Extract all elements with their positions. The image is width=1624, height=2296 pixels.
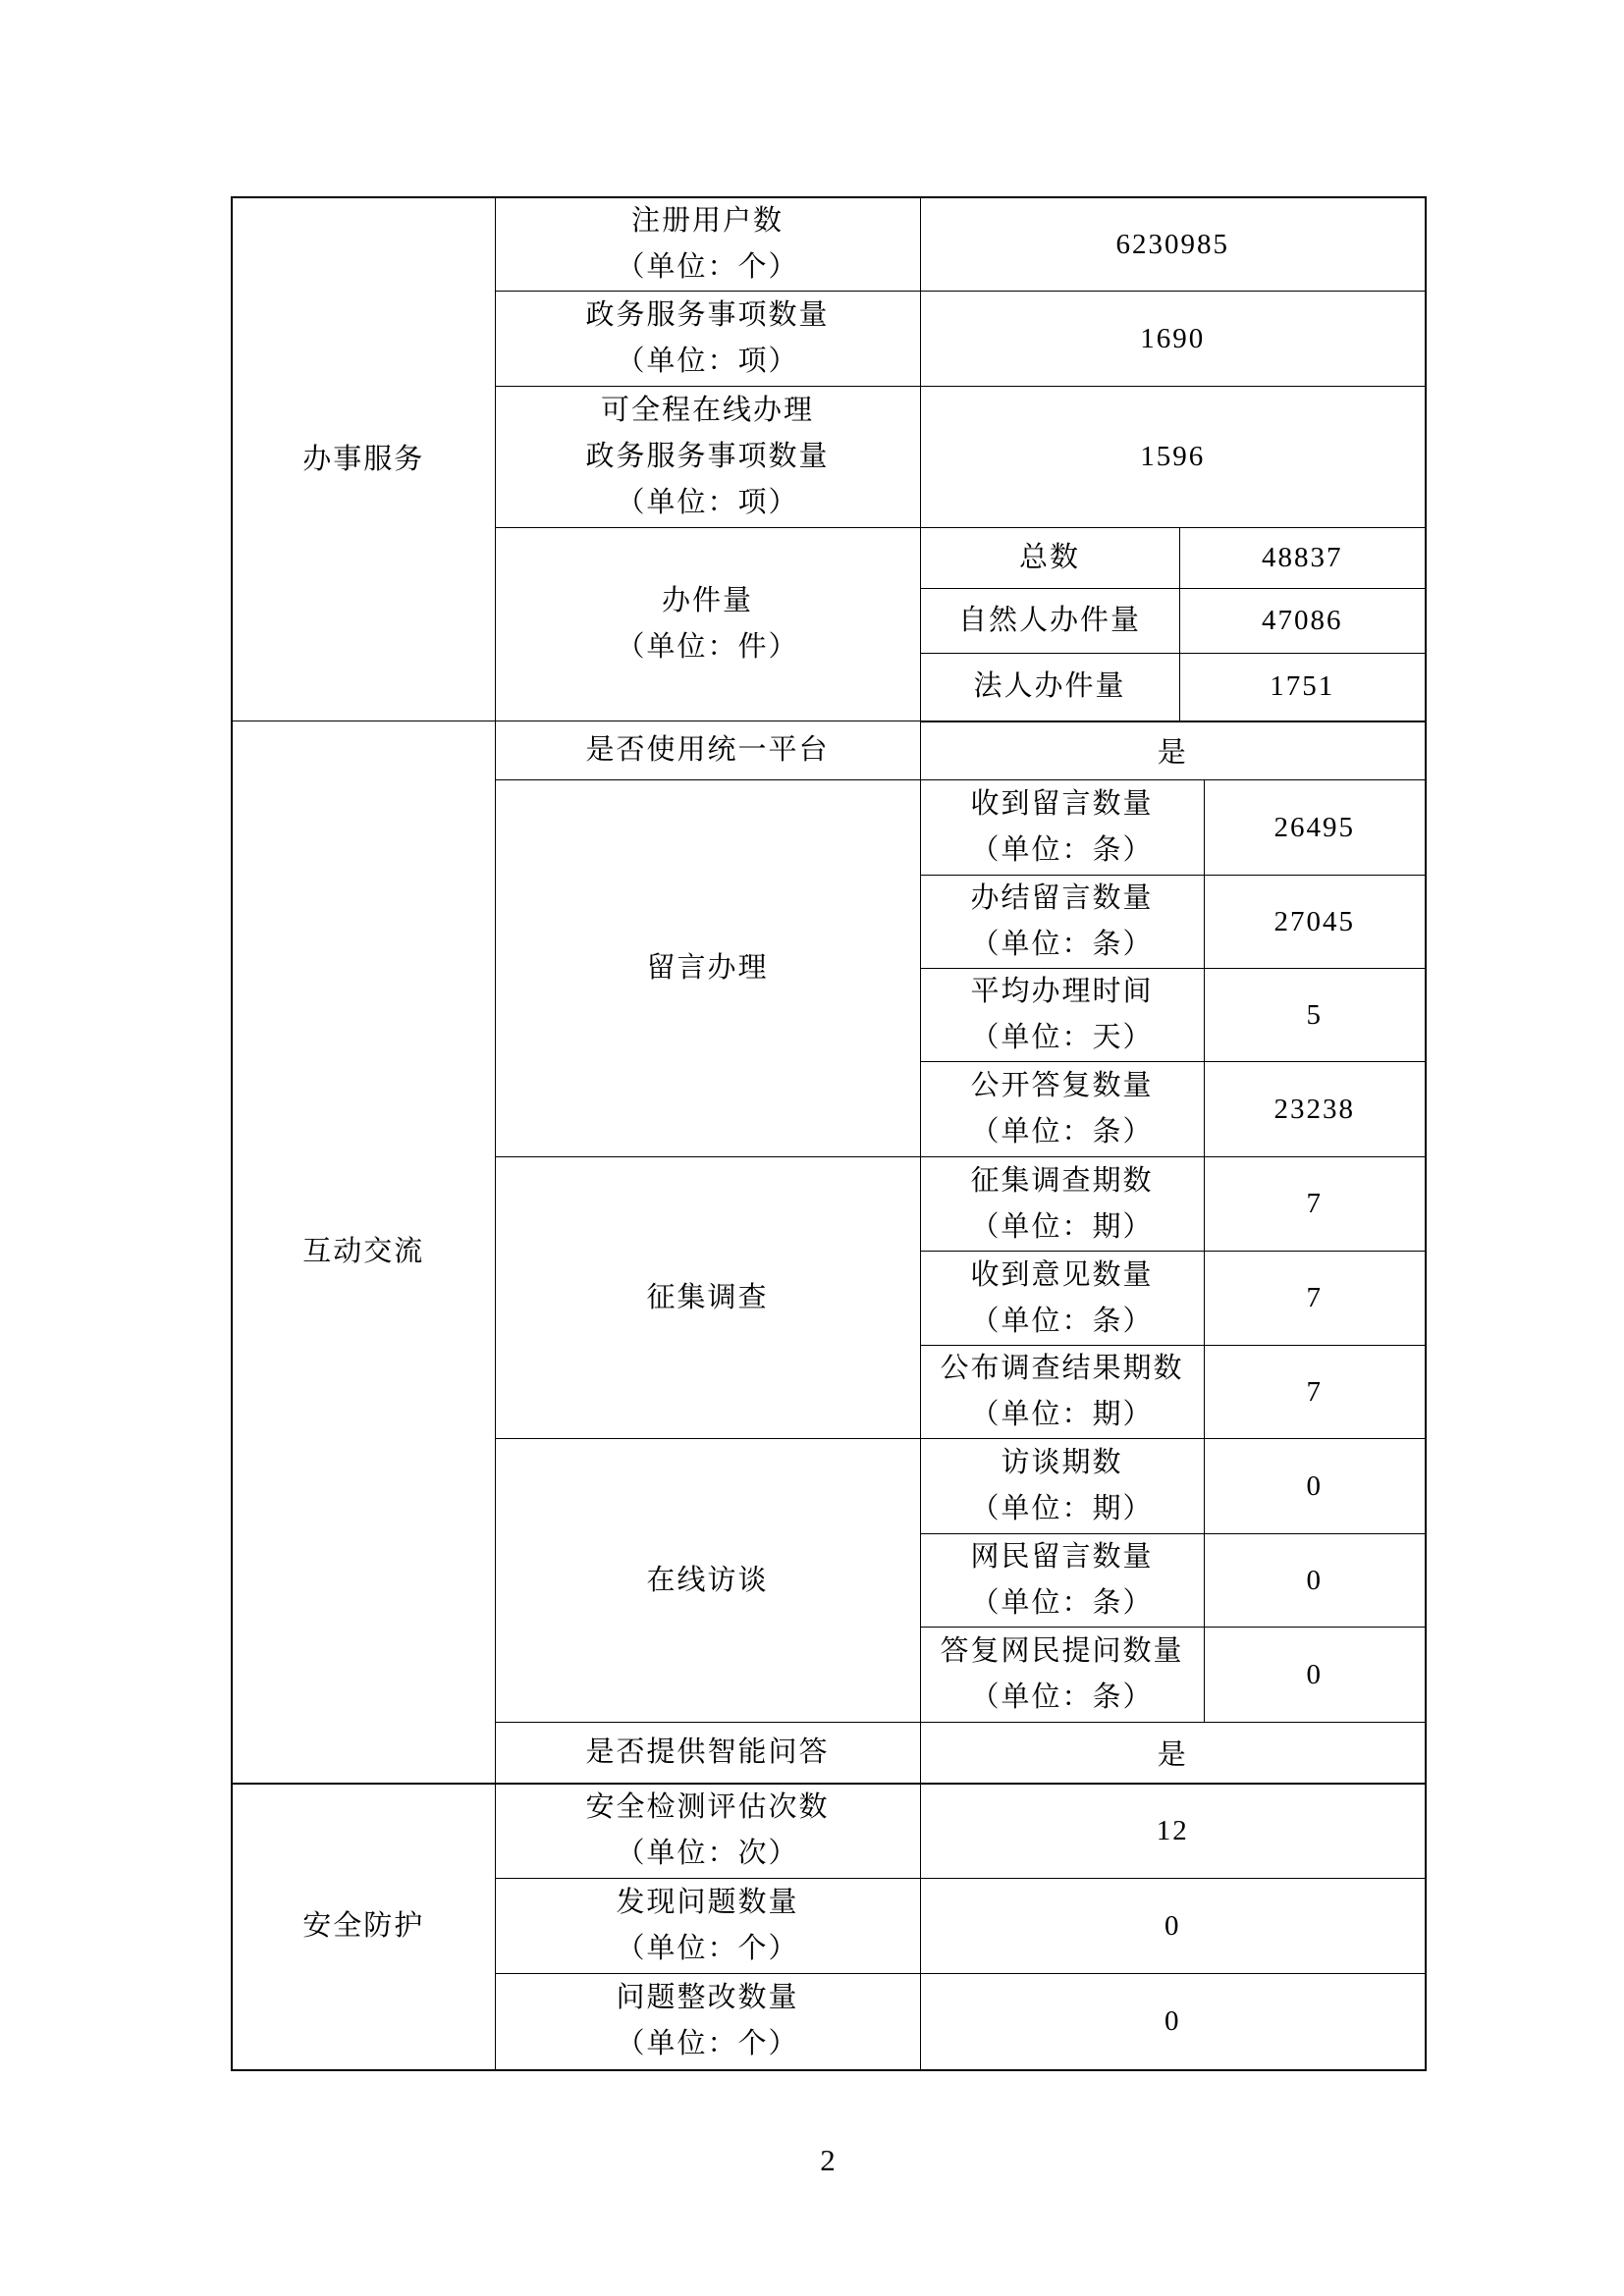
unit-label: （单位：项） (616, 346, 799, 377)
sub-indicator-label: 答复网民提问数量 (940, 1635, 1184, 1667)
indicator-cell-unified-platform (495, 721, 920, 780)
value-cell: 1596 (920, 387, 1426, 528)
sub-indicator-cell-received-messages (920, 780, 1204, 876)
indicator-cell-transactions (495, 528, 920, 721)
sub-indicator-label: 访谈期数 (1001, 1447, 1123, 1478)
sub-indicator-cell-results-published (920, 1346, 1204, 1439)
sub-indicator-cell-survey-periods (920, 1157, 1204, 1252)
value-cell: 6230985 (920, 197, 1426, 292)
sub-indicator-cell-questions-answered (920, 1628, 1204, 1723)
sub-indicator-label: 收到意见数量 (970, 1258, 1154, 1291)
value-cell: 26495 (1204, 780, 1426, 876)
sub-indicator-label: 平均办理时间 (970, 976, 1154, 1007)
unit-label: （单位：次） (616, 1838, 799, 1870)
sub-indicator-label: 总数 (1018, 542, 1080, 573)
sub-indicator-label: 网民留言数量 (970, 1541, 1154, 1573)
sub-indicator-label: 公布调查结果期数 (940, 1353, 1184, 1384)
unit-label: （单位：个） (616, 1933, 799, 1964)
value-cell: 是 (920, 1723, 1426, 1784)
sub-indicator-label: 自然人办件量 (957, 605, 1141, 636)
indicator-label: 留言办理 (646, 952, 769, 984)
indicator-cell-service-items (495, 292, 920, 387)
sub-indicator-cell-average-time (920, 969, 1204, 1062)
unit-label: （单位：条） (970, 929, 1154, 960)
indicator-cell-survey (495, 1157, 920, 1439)
indicator-label: 办件量 (661, 585, 753, 616)
table-row (232, 197, 1426, 292)
indicator-label: 政务服务事项数量 (585, 299, 830, 331)
unit-label: （单位：期） (970, 1493, 1154, 1524)
unit-label: （单位：期） (970, 1210, 1154, 1243)
value-cell: 7 (1204, 1346, 1426, 1439)
category-cell-interaction (232, 721, 495, 1784)
indicator-label: 问题整改数量 (616, 1982, 799, 2014)
category-cell-security (232, 1784, 495, 2070)
indicator-cell-smart-qa (495, 1723, 920, 1784)
annual-report-table (231, 196, 1427, 2071)
unit-label: （单位：个） (616, 2028, 799, 2060)
value-cell: 27045 (1204, 876, 1426, 969)
indicator-cell-problems-found (495, 1879, 920, 1974)
indicator-label: 是否提供智能问答 (585, 1735, 830, 1768)
indicator-label: 可全程在线办理 (600, 395, 814, 426)
category-cell-office-services (232, 197, 495, 721)
indicator-label: 政务服务事项数量 (585, 441, 830, 472)
indicator-label: 安全检测评估次数 (585, 1791, 830, 1824)
value-cell: 0 (1204, 1628, 1426, 1723)
sub-indicator-label: 法人办件量 (973, 670, 1126, 703)
indicator-label: 发现问题数量 (616, 1887, 799, 1918)
value-cell: 7 (1204, 1252, 1426, 1346)
sub-indicator-cell-natural-person (920, 589, 1179, 654)
indicator-label: 是否使用统一平台 (585, 734, 830, 766)
value-cell: 1751 (1179, 654, 1426, 721)
indicator-label: 注册用户数 (630, 205, 784, 237)
value-cell: 48837 (1179, 528, 1426, 589)
unit-label: （单位：条） (970, 1682, 1154, 1713)
unit-label: （单位：条） (970, 1305, 1154, 1337)
unit-label: （单位：期） (970, 1399, 1154, 1430)
sub-indicator-cell-opinions-received (920, 1252, 1204, 1346)
value-cell: 0 (1204, 1439, 1426, 1534)
indicator-cell-problems-fixed (495, 1974, 920, 2070)
value-cell: 47086 (1179, 589, 1426, 654)
sub-indicator-cell-netizen-messages (920, 1534, 1204, 1628)
indicator-cell-online-interview (495, 1439, 920, 1723)
sub-indicator-label: 公开答复数量 (970, 1070, 1154, 1101)
table-row (232, 721, 1426, 780)
unit-label: （单位：个） (616, 251, 799, 283)
indicator-cell-message-handling (495, 780, 920, 1157)
sub-indicator-label: 征集调查期数 (970, 1164, 1154, 1197)
unit-label: （单位：条） (970, 1587, 1154, 1619)
sub-indicator-cell-public-replies (920, 1062, 1204, 1157)
indicator-label: 在线访谈 (646, 1564, 769, 1596)
sub-indicator-cell-completed-messages (920, 876, 1204, 969)
sub-indicator-label: 收到留言数量 (970, 788, 1154, 820)
value-cell: 0 (920, 1879, 1426, 1974)
indicator-cell-registered-users (495, 197, 920, 292)
table-row (232, 1784, 1426, 1879)
page-number: 2 (820, 2143, 836, 2177)
value-cell: 0 (1204, 1534, 1426, 1628)
unit-label: （单位：条） (970, 834, 1154, 866)
category-label: 互动交流 (302, 1235, 425, 1267)
unit-label: （单位：条） (970, 1116, 1154, 1148)
indicator-label: 征集调查 (646, 1281, 769, 1313)
value-cell: 23238 (1204, 1062, 1426, 1157)
category-label: 办事服务 (302, 443, 425, 475)
value-cell: 1690 (920, 292, 1426, 387)
value-cell: 5 (1204, 969, 1426, 1062)
value-cell: 0 (920, 1974, 1426, 2070)
value-cell: 12 (920, 1784, 1426, 1879)
category-label: 安全防护 (302, 1910, 425, 1942)
unit-label: （单位：天） (970, 1022, 1154, 1053)
unit-label: （单位：件） (616, 631, 799, 663)
indicator-cell-online-service-items (495, 387, 920, 528)
value-cell: 7 (1204, 1157, 1426, 1252)
sub-indicator-cell-interview-periods (920, 1439, 1204, 1534)
sub-indicator-cell-legal-person (920, 654, 1179, 721)
indicator-cell-security-assessments (495, 1784, 920, 1879)
value-cell: 是 (920, 721, 1426, 780)
sub-indicator-label: 办结留言数量 (970, 882, 1154, 914)
unit-label: （单位：项） (616, 487, 799, 518)
sub-indicator-cell-total (920, 528, 1179, 589)
